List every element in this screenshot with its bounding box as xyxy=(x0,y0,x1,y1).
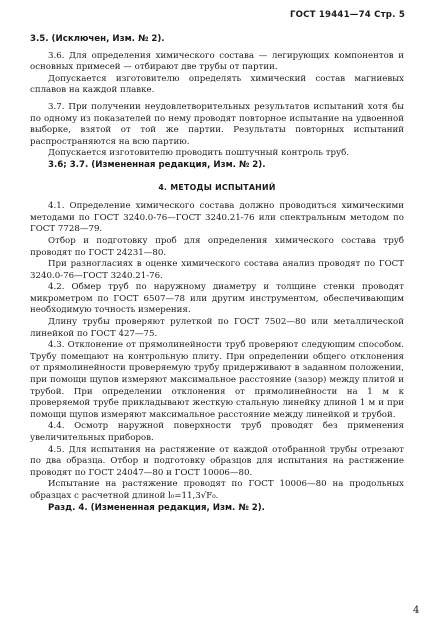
clause-3-6: 3.6. Для определения химического состава — легирующих компонентов и основных примесей — отбирают две трубы от партии. xyxy=(30,50,404,73)
clause-4-1: 4.1. Определение химического состава должно проводиться химическими методами по ГОСТ 3240.0-76—ГОСТ 3240.21-76 или спектральным методом по ГОСТ 7728—79. xyxy=(30,201,404,235)
clause-3-6-3-7-revision: 3.6; 3.7. (Измененная редакция, Изм. № 2). xyxy=(48,159,266,170)
clause-3-6-note: Допускается изготовителю определять химический состав магниевых сплавов на каждой плавке. xyxy=(30,73,404,96)
document-body xyxy=(30,34,404,514)
section-4-title: 4. МЕТОДЫ ИСПЫТАНИЙ xyxy=(158,182,276,192)
clause-3-5: 3.5. (Исключен, Изм. № 2). xyxy=(30,34,165,44)
clause-4-5: 4.5. Для испытания на растяжение от каждой отобранной трубы отрезают по два образца. Отбор и подготовку образцов для испытания на растяжение проводят по ГОСТ 24047—80 и ГОСТ 10006—80. xyxy=(30,444,404,478)
clause-3-7-note: Допускается изготовителю проводить поштучный контроль труб. xyxy=(48,148,350,159)
clause-4-4: 4.4. Осмотр наружной поверхности труб проводят без применения увеличительных приборов. xyxy=(30,421,404,443)
clause-4-2: 4.2. Обмер труб по наружному диаметру и толщине стенки проводят микрометром по ГОСТ 6507—78 или другим инструментом, обеспечивающим необходимую точность измерения. xyxy=(30,282,404,316)
section-4-revision: Разд. 4. (Измененная редакция, Изм. № 2). xyxy=(48,502,265,513)
clause-4-2-length: Длину трубы проверяют рулеткой по ГОСТ 7502—80 или металлической линейкой по ГОСТ 427—75. xyxy=(30,317,404,339)
page-edge-mark: 4 xyxy=(413,605,420,616)
page-header: ГОСТ 19441—74 Стр. 5 xyxy=(289,10,405,20)
clause-4-5-tensile: Испытание на растяжение проводят по ГОСТ 10006—80 на продольных образцах с расчетной длиной l₀=11,3√F₀. xyxy=(30,479,404,501)
clause-4-1-disputes: При разногласиях в оценке химического состава анализ проводят по ГОСТ 3240.0-76—ГОСТ 3240.21-76. xyxy=(30,259,404,281)
clause-4-3: 4.3. Отклонение от прямолинейности труб проверяют следующим способом. Трубу помещают на контрольную плиту. При определении общего отклонения от прямолинейности проверяемую трубу придерживают в заданном положении, при помощи щупов измеряют максимальное расстояние (зазор) между плитой и трубой. При определении отклонения от прямолинейности на 1 м к проверяемой трубе прикладывают жесткую стальную линейку длиной 1 м и при помощи щупов измеряют максимальное расстояние между линейкой и трубой. xyxy=(30,340,404,420)
clause-4-1-sampling: Отбор и подготовку проб для определения химического состава труб проводят по ГОСТ 24231—80. xyxy=(30,235,404,258)
clause-3-7: 3.7. При получении неудовлетворительных результатов испытаний хотя бы по одному из показателей по нему проводят повторное испытание на удвоенной выборке, взятой от той же партии. Результаты повторных испытаний распространяются на всю партию. xyxy=(30,101,404,147)
